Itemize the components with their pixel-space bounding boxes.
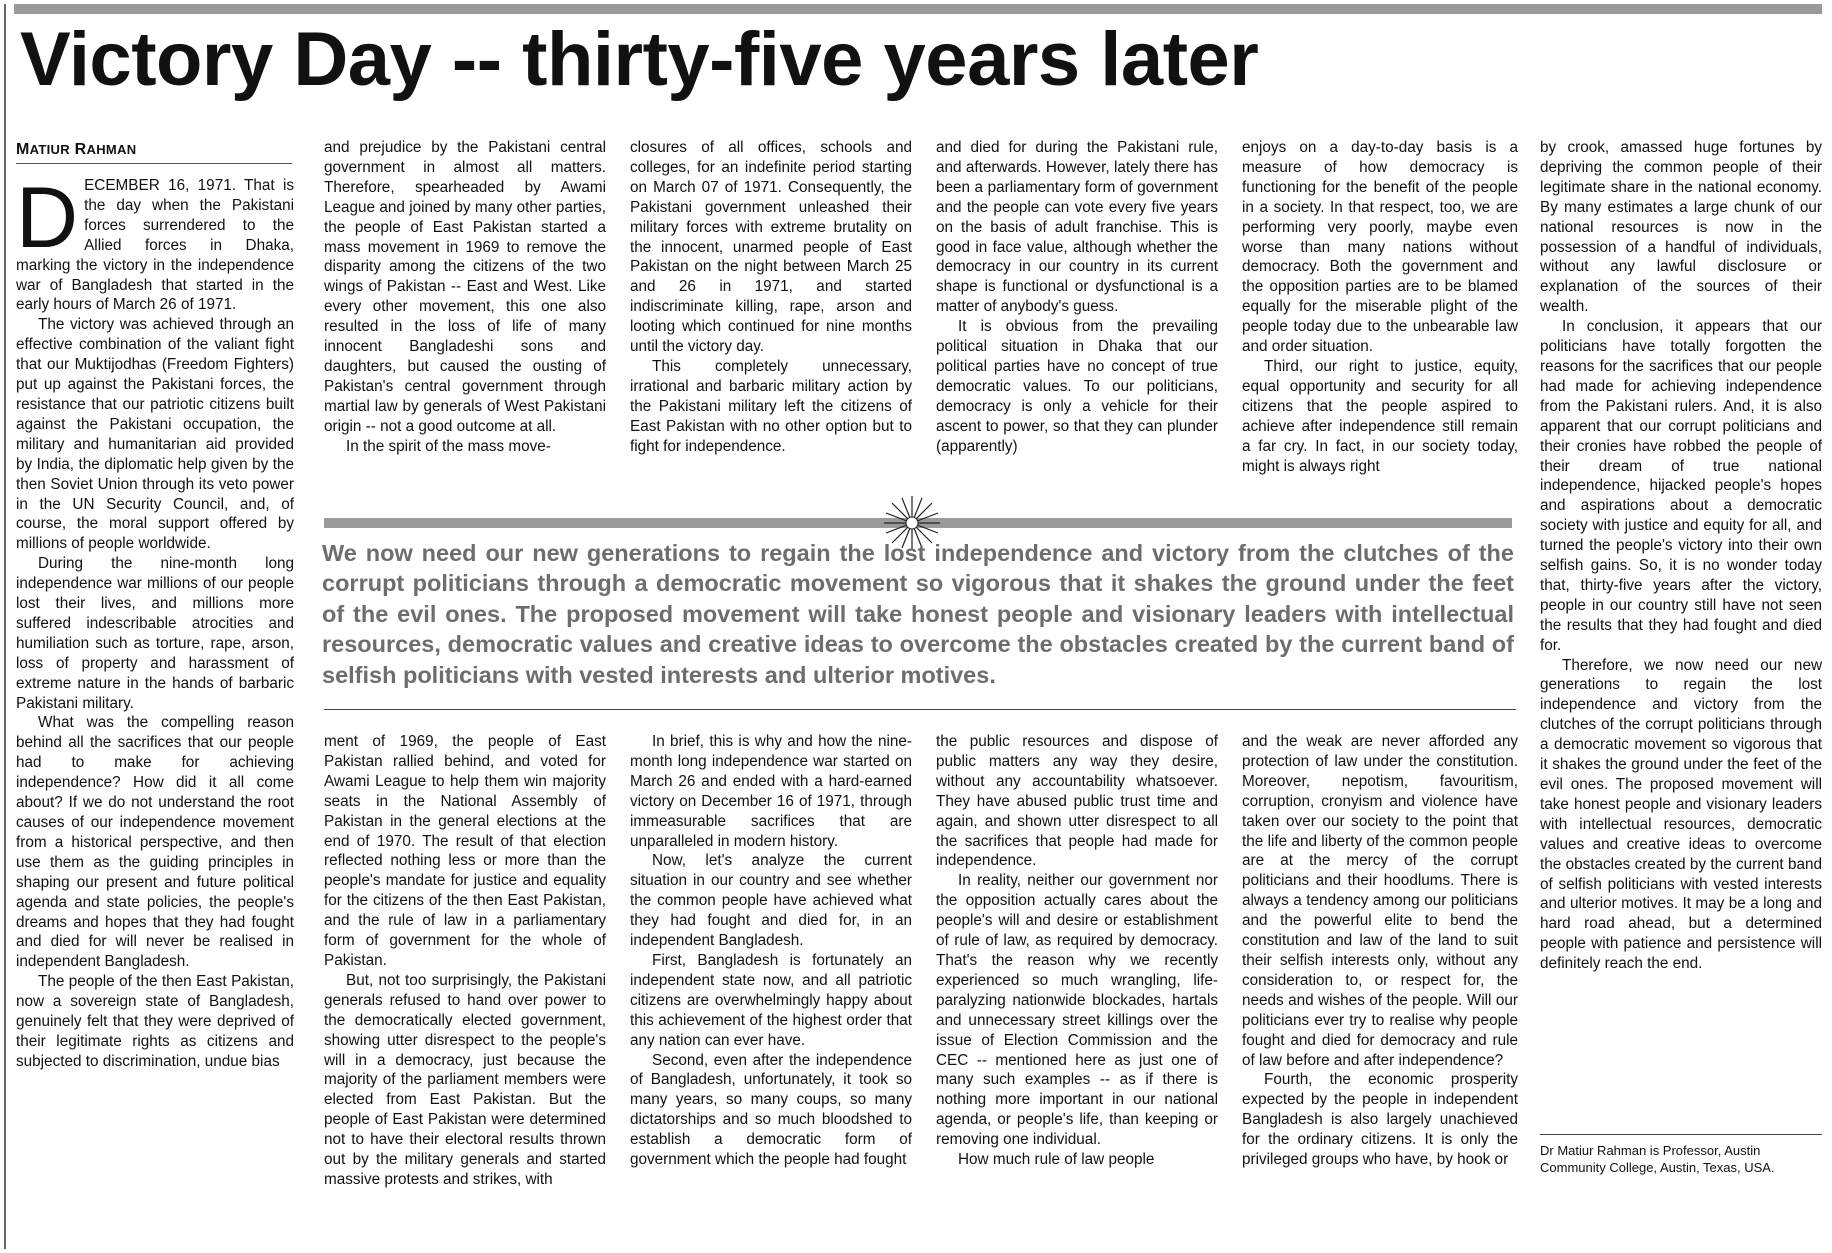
drop-cap: D xyxy=(16,170,79,266)
top-gray-bar xyxy=(14,4,1822,14)
column-4-top xyxy=(936,138,1218,457)
paragraph: During the nine-month long independence war millions of our people lost their lives, and millions more suffered indescribable atrocities and humiliation such as torture, rape, arson, loss of property and harassment of extreme nature in the hands of barbaric Pakistani military. xyxy=(16,555,294,712)
paragraph: First, Bangladesh is fortunately an independent state now, and all patriotic citizens are overwhelmingly happy about this achievement of the highest order that any nation can ever have. xyxy=(630,951,912,1049)
column-3-bottom xyxy=(630,732,912,1170)
author-first-rest: ATIUR xyxy=(29,142,70,157)
headline: Victory Day -- thirty-five years later xyxy=(20,17,1259,102)
paragraph: ECEMBER 16, 1971. That is the day when the Pakistani forces surrendered to the Allied forces in Dhaka, marking the victory in the independence war of Bangladesh that started in the early hours of March 26 of 1971. xyxy=(16,177,294,314)
paragraph: In conclusion, it appears that our politicians have totally forgotten the reasons for the sacrifices that our people had made for achieving independence from the Pakistani rulers. And, it is also apparent that our corrupt politicians and their cronies have robbed the people of their dream of true national independence, hijacked people's hopes and aspirations about a democratic society with justice and equity for all, and turned the people's victory into their own selfish gains. So, it is no wonder today that, thirty-five years after the victory, people in our country still have not seen the results that they had fought and died for. xyxy=(1540,318,1822,654)
paragraph: Now, let's analyze the current situation in our country and see whether the common people have achieved what they had fought and died for, in an independent Bangladesh. xyxy=(630,852,912,950)
paragraph: How much rule of law people xyxy=(958,1151,1155,1169)
column-2-top xyxy=(324,138,606,457)
column-5-top xyxy=(1242,138,1518,476)
paragraph: Third, our right to justice, equity, equal opportunity and security for all citizens that the people aspired to achieve after independence still remain a far cry. In fact, in our society today, might is always right xyxy=(1242,357,1518,475)
column-3-top xyxy=(630,138,912,457)
paragraph: But, not too surprisingly, the Pakistani generals refused to hand over power to the democratically elected government, showing utter disrespect to the people's will in a democracy, just because the majority of the parliament members were elected from East Pakistan. But the people of East Pakistan were determined not to have their electoral results thrown out by the military generals and started massive protests and strikes, with xyxy=(324,971,606,1188)
paragraph: The people of the then East Pakistan, now a sovereign state of Bangladesh, genuinely felt that they were deprived of their legitimate rights as citizens and subjected to discrimination, undue bias xyxy=(16,973,294,1070)
paragraph: In brief, this is why and how the nine-month long independence war started on March 26 and ended with a hard-earned victory on December 16 of 1971, through immeasurable sacrifices that are unparalleled in modern history. xyxy=(630,733,912,850)
paragraph: What was the compelling reason behind all the sacrifices that our people had to make for achieving independence? How did it all come about? If we do not understand the root causes of our independence movement from a historical perspective, and then use them as the guiding principles in shaping our present and future political agenda and state policies, the people's dreams and hopes that they had fought and died for will never be realised in independent Bangladesh. xyxy=(16,714,294,971)
paragraph: ment of 1969, the people of East Pakistan rallied behind, and voted for Awami League to help them win majority seats in the National Assembly of Pakistan in the general elections at the end of 1970. The result of that election reflected nothing less or more than the people's mandate for justice and equality for the citizens of the then East Pakistan, and the rule of law in a parliamentary form of government for the whole of Pakistan. xyxy=(324,733,606,969)
paragraph: the public resources and dispose of public matters any way they desire, without any accountability whatsoever. They have abused public trust time and again, and shown utter disrespect to all the sacrifices that people had made for independence. xyxy=(936,733,1218,870)
bio-rule xyxy=(1540,1134,1822,1135)
paragraph: and died for during the Pakistani rule, and afterwards. However, lately there has been a parliamentary form of government and the people can vote every five years on the basis of adult franchise. This is good in face value, although whether the democracy in our country in its current shape is functional or dysfunctional is a matter of anybody's guess. xyxy=(936,139,1218,316)
pull-quote-bottom-rule xyxy=(324,709,1516,710)
paragraph: Therefore, we now need our new generations to regain the lost independence and victory from the clutches of the corrupt politicians through a democratic movement so vigorous that it shakes the ground under the feet of the evil ones. The proposed movement will take honest people and visionary leaders with intellectual resources, democratic values and creative ideas to overcome the obstacles created by the current band of selfish politicians with vested interests and ulterior motives. It may be a long and hard road ahead, but a determined people with patience and persistence will definitely reach the end. xyxy=(1540,656,1822,973)
author-bio: Dr Matiur Rahman is Professor, Austin Community College, Austin, Texas, USA. xyxy=(1540,1143,1775,1175)
column-1 xyxy=(16,170,294,1072)
paragraph: closures of all offices, schools and colleges, for an indefinite period starting on March 07 of 1971. Consequently, the Pakistani government unleashed their military forces with extreme brutality on the innocent, unarmed people of East Pakistan on the night between March 25 and 26 in 1971, and started indiscriminate killing, rape, arson and looting which continued for nine months until the victory day. xyxy=(630,139,912,356)
column-2-bottom xyxy=(324,732,606,1190)
author-last-initial: R xyxy=(74,141,87,158)
column-5-bottom xyxy=(1242,732,1518,1170)
paragraph: enjoys on a day-to-day basis is a measure of how democracy is functioning for the benefit of the people in a society. In that respect, too, we are performing very poorly, maybe even worse than many nations without democracy. Both the government and the opposition parties are to be blamed equally for the miserable plight of the people today due to the unbearable law and order situation. xyxy=(1242,139,1518,356)
paragraph: and the weak are never afforded any protection of law under the constitution. Moreover, nepotism, favouritism, corruption, cronyism and violence have taken over our society to the point that the life and liberty of the common people are at the mercy of the corrupt politicians and their hoodlums. There is always a tendency among our politicians and the powerful elite to bend the constitution and law of the land to suit their selfish interests only, without any consideration to, or respect for, the needs and wishes of the people. Will our politicians ever try to realise why people fought and died for democracy and rule of law before and after independence? xyxy=(1242,733,1518,1069)
byline xyxy=(16,141,292,164)
paragraph: In the spirit of the mass move- xyxy=(346,437,551,455)
author-first-initial: M xyxy=(16,141,30,158)
paragraph: The victory was achieved through an effective combination of the valiant fight that our Muktijodhas (Freedom Fighters) put up against the Pakistani forces, the resistance that our patriotic citizens built against the Pakistani occupation, the military and humanitarian aid provided by India, the diplomatic help given by the then Soviet Union through its veto power in the UN Security Council, and, of course, the moral support offered by millions of people worldwide. xyxy=(16,316,294,553)
author-last-rest: AHMAN xyxy=(86,142,137,157)
pull-quote: We now need our new generations to regain the lost independence and victory from the clutches of the corrupt politicians through a democratic movement so vigorous that it shakes the ground under the feet of the evil ones. The proposed movement will take honest people and visionary leaders with intellectual resources, democratic values and creative ideas to overcome the obstacles created by the current band of selfish politicians with vested interests and ulterior motives. xyxy=(322,540,1514,688)
paragraph: Fourth, the economic prosperity expected by the people in independent Bangladesh is also largely unachieved for the ordinary citizens. It is only the privileged groups who have, by hook or xyxy=(1242,1071,1518,1169)
left-border-rule xyxy=(4,4,6,1249)
paragraph: It is obvious from the prevailing political situation in Dhaka that our political parties have no concept of true democratic values. To our politicians, democracy is only a vehicle for their ascent to power, so that they can plunder (apparently) xyxy=(936,318,1218,455)
paragraph: by crook, amassed huge fortunes by depriving the common people of their legitimate share in the national economy. By many estimates a large chunk of our national resources is now in the possession of a handful of individuals, without any lawful disclosure or explanation of the sources of their wealth. xyxy=(1540,139,1822,316)
paragraph: This completely unnecessary, irrational and barbaric military action by the Pakistani military left the citizens of East Pakistan with no other option but to fight for independence. xyxy=(630,357,912,455)
paragraph: and prejudice by the Pakistani central government in almost all matters. Therefore, spearheaded by Awami League and joined by many other parties, the people of East Pakistan started a mass movement in 1969 to remove the disparity among the citizens of the two wings of Pakistan -- East and West. Like every other movement, this one also resulted in the loss of life of many innocent Bangladeshi sons and daughters, but caused the ousting of Pakistan's central government through martial law by generals of West Pakistani origin -- not a good outcome at all. xyxy=(324,139,606,435)
column-4-bottom xyxy=(936,732,1218,1170)
column-6 xyxy=(1540,138,1822,974)
paragraph: In reality, neither our government nor the opposition actually cares about the people's will and desire or establishment of rule of law, as required by democracy. That's the reason why we recently experienced so much wrangling, life-paralyzing nationwide blockades, hartals and unnecessary street killings over the issue of Election Commission and the CEC -- mentioned here as just one of many such examples -- as if there is nothing more important in our national agenda, or people's life, than keeping or removing one individual. xyxy=(936,872,1218,1149)
paragraph: Second, even after the independence of Bangladesh, unfortunately, it took so many years, so many coups, so many dictatorships and so much bloodshed to establish a democratic form of government which the people had fought xyxy=(630,1051,912,1169)
